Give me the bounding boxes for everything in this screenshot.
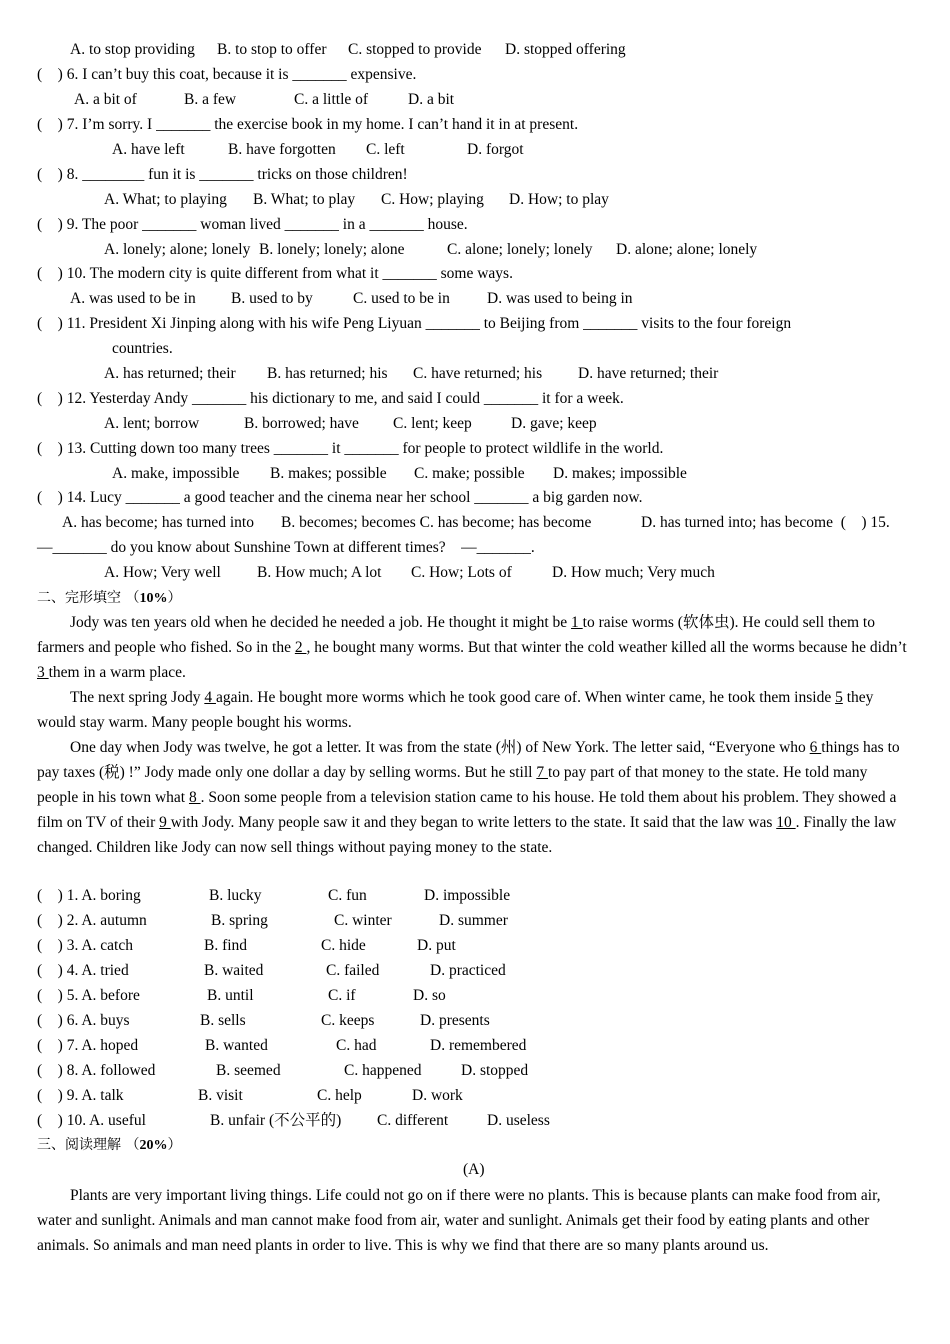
cloze-item-4: ( ) 4. A. tried — [37, 962, 129, 979]
q10-option-a: A. was used to be in — [70, 290, 196, 307]
q8-option-d: D. How; to play — [509, 191, 609, 208]
cloze-passage — [37, 610, 912, 860]
q13-option-a: A. make, impossible — [112, 465, 240, 482]
q15-option-b: B. How much; A lot — [257, 564, 382, 581]
cloze-item-8-c: C. happened — [344, 1062, 422, 1079]
q13-option-d: D. makes; impossible — [553, 465, 687, 482]
q6-option-c: C. a little of — [294, 91, 369, 108]
cloze-item-6-c: C. keeps — [321, 1012, 375, 1029]
q12-option-c: C. lent; keep — [393, 415, 472, 432]
cloze-item-8: ( ) 8. A. followed — [37, 1062, 156, 1079]
q9-option-b: B. lonely; lonely; alone — [259, 241, 405, 258]
q13-option-b: B. makes; possible — [270, 465, 387, 482]
question-13: ( ) 13. Cutting down too many trees _______ it _______ for people to protect wildlife in the world. — [37, 440, 664, 457]
question-14: ( ) 14. Lucy _______ a good teacher and the cinema near her school _______ a big garden now. — [37, 489, 643, 506]
q8-option-a: A. What; to playing — [104, 191, 227, 208]
q14-option-bc: B. becomes; becomes C. has become; has become — [281, 514, 592, 531]
question-7: ( ) 7. I’m sorry. I _______ the exercise book in my home. I can’t hand it in at present. — [37, 116, 579, 133]
cloze-item-8-d: D. stopped — [461, 1062, 529, 1079]
q7-option-d: D. forgot — [467, 141, 524, 158]
q13-option-c: C. make; possible — [414, 465, 525, 482]
q11-option-b: B. has returned; his — [267, 365, 388, 382]
cloze-heading: 二、完形填空 （10%） — [37, 590, 182, 606]
q5-option-c: C. stopped to provide — [348, 41, 482, 58]
cloze-item-10-d: D. useless — [487, 1112, 550, 1129]
cloze-item-10-b: B. unfair (不公平的) — [210, 1112, 342, 1129]
cloze-item-6-d: D. presents — [420, 1012, 490, 1029]
question-10: ( ) 10. The modern city is quite different from what it _______ some ways. — [37, 265, 513, 282]
cloze-item-6: ( ) 6. A. buys — [37, 1012, 130, 1029]
q7-option-c: C. left — [366, 141, 405, 158]
cloze-item-10-c: C. different — [377, 1112, 449, 1129]
cloze-paragraph-1: Jody was ten years old when he decided he needed a job. He thought it might be 1 to raise worms (软体虫). He could sell them to farmers and people who fished. So in the 2 , he bought many worms. But that winter the cold weather killed all the worms because he didn’t 3 them in a warm place. — [37, 614, 907, 681]
blank-3: 3 — [37, 664, 49, 681]
cloze-item-5-b: B. until — [207, 987, 254, 1004]
cloze-item-6-b: B. sells — [200, 1012, 246, 1029]
question-11: ( ) 11. President Xi Jinping along with his wife Peng Liyuan _______ to Beijing from _______ visits to the four foreign — [37, 315, 792, 332]
cloze-item-9-c: C. help — [317, 1087, 362, 1104]
q10-option-c: C. used to be in — [353, 290, 450, 307]
q6-option-b: B. a few — [184, 91, 237, 108]
cloze-item-1-c: C. fun — [328, 887, 367, 904]
cloze-item-7-c: C. had — [336, 1037, 377, 1054]
q6-option-d: D. a bit — [408, 91, 455, 108]
cloze-item-3-d: D. put — [417, 937, 456, 954]
cloze-item-7: ( ) 7. A. hoped — [37, 1037, 139, 1054]
cloze-item-2-c: C. winter — [334, 912, 392, 929]
q5-option-b: B. to stop to offer — [217, 41, 327, 58]
cloze-item-1-b: B. lucky — [209, 887, 262, 904]
cloze-item-7-d: D. remembered — [430, 1037, 527, 1054]
q8-option-c: C. How; playing — [381, 191, 484, 208]
q11-option-a: A. has returned; their — [104, 365, 236, 382]
reading-heading: 三、阅读理解 （20%） — [37, 1137, 182, 1153]
q15-option-a: A. How; Very well — [104, 564, 221, 581]
cloze-paragraph-2: The next spring Jody 4 again. He bought more worms which he took good care of. When winter came, he took them inside 5 they would stay warm. Many people bought his worms. — [37, 689, 874, 731]
blank-10: 10 — [776, 814, 796, 831]
q7-option-b: B. have forgotten — [228, 141, 336, 158]
reading-passage-a — [37, 1183, 912, 1258]
cloze-paragraph-3: One day when Jody was twelve, he got a letter. It was from the state (州) of New York. The letter said, “Everyone who 6 things has to pay taxes (税) !” Jody made only one dollar a day by selling worms. But he still 7 to pay part of that money to the state. He told many people in his town what 8 . Soon some people from a television station came to his house. He told them about his problem. They showed a film on TV of their 9 with Jody. Many people saw it and they began to write letters to the state. It said that the law was 10 . Finally the law changed. Children like Jody can now sell things without paying money to the state. — [37, 739, 900, 856]
q15-option-d: D. How much; Very much — [552, 564, 715, 581]
reading-section-a-label: (A) — [463, 1161, 485, 1178]
q9-option-d: D. alone; alone; lonely — [616, 241, 758, 258]
q12-option-a: A. lent; borrow — [104, 415, 200, 432]
q14-option-a: A. has become; has turned into — [62, 514, 254, 531]
cloze-item-10: ( ) 10. A. useful — [37, 1112, 146, 1129]
blank-8: 8 — [188, 789, 201, 806]
reading-paragraph-1: Plants are very important living things. Life could not go on if there were no plants. This is because plants can make food from air, water and sunlight. Animals and man cannot make food from air, water and sunlight. Animals get their food by eating plants and other animals. So animals and man need plants in order to live. This is why we find that there are so many plants around us. — [37, 1187, 881, 1254]
cloze-item-2: ( ) 2. A. autumn — [37, 912, 147, 929]
cloze-item-4-c: C. failed — [326, 962, 380, 979]
q12-option-d: D. gave; keep — [511, 415, 597, 432]
question-11-continued: countries. — [112, 340, 173, 357]
blank-5: 5 — [835, 689, 843, 706]
cloze-item-5-d: D. so — [413, 987, 446, 1004]
q10-option-b: B. used to by — [231, 290, 313, 307]
q9-option-c: C. alone; lonely; lonely — [447, 241, 593, 258]
cloze-item-4-b: B. waited — [204, 962, 264, 979]
cloze-item-5: ( ) 5. A. before — [37, 987, 140, 1004]
q12-option-b: B. borrowed; have — [244, 415, 359, 432]
q5-option-a: A. to stop providing — [70, 41, 195, 58]
cloze-item-4-d: D. practiced — [430, 962, 506, 979]
cloze-item-3: ( ) 3. A. catch — [37, 937, 133, 954]
question-9: ( ) 9. The poor _______ woman lived _______ in a _______ house. — [37, 216, 468, 233]
cloze-item-9-d: D. work — [412, 1087, 463, 1104]
q10-option-d: D. was used to being in — [487, 290, 633, 307]
question-15: —_______ do you know about Sunshine Town at different times? —_______. — [37, 539, 535, 556]
blank-9: 9 — [159, 814, 171, 831]
q15-option-c: C. How; Lots of — [411, 564, 512, 581]
cloze-item-2-b: B. spring — [211, 912, 268, 929]
blank-4: 4 — [204, 689, 216, 706]
cloze-item-7-b: B. wanted — [205, 1037, 268, 1054]
cloze-item-8-b: B. seemed — [216, 1062, 281, 1079]
cloze-item-1: ( ) 1. A. boring — [37, 887, 141, 904]
cloze-item-5-c: C. if — [328, 987, 356, 1004]
blank-7: 7 — [536, 764, 548, 781]
cloze-item-3-c: C. hide — [321, 937, 366, 954]
q7-option-a: A. have left — [112, 141, 185, 158]
q11-option-d: D. have returned; their — [578, 365, 719, 382]
blank-2: 2 — [294, 639, 307, 656]
q11-option-c: C. have returned; his — [413, 365, 543, 382]
cloze-item-3-b: B. find — [204, 937, 248, 954]
cloze-item-2-d: D. summer — [439, 912, 508, 929]
cloze-item-1-d: D. impossible — [424, 887, 511, 904]
question-8: ( ) 8. ________ fun it is _______ tricks on those children! — [37, 166, 408, 183]
q9-option-a: A. lonely; alone; lonely — [104, 241, 251, 258]
cloze-item-9: ( ) 9. A. talk — [37, 1087, 124, 1104]
q14-option-d: D. has turned into; has become ( ) 15. — [641, 514, 890, 531]
question-6: ( ) 6. I can’t buy this coat, because it is _______ expensive. — [37, 66, 417, 83]
blank-1: 1 — [571, 614, 583, 631]
cloze-item-9-b: B. visit — [198, 1087, 243, 1104]
question-12: ( ) 12. Yesterday Andy _______ his dictionary to me, and said I could _______ it for a week. — [37, 390, 624, 407]
q6-option-a: A. a bit of — [74, 91, 137, 108]
q5-option-d: D. stopped offering — [505, 41, 626, 58]
q8-option-b: B. What; to play — [253, 191, 356, 208]
blank-6: 6 — [809, 739, 822, 756]
